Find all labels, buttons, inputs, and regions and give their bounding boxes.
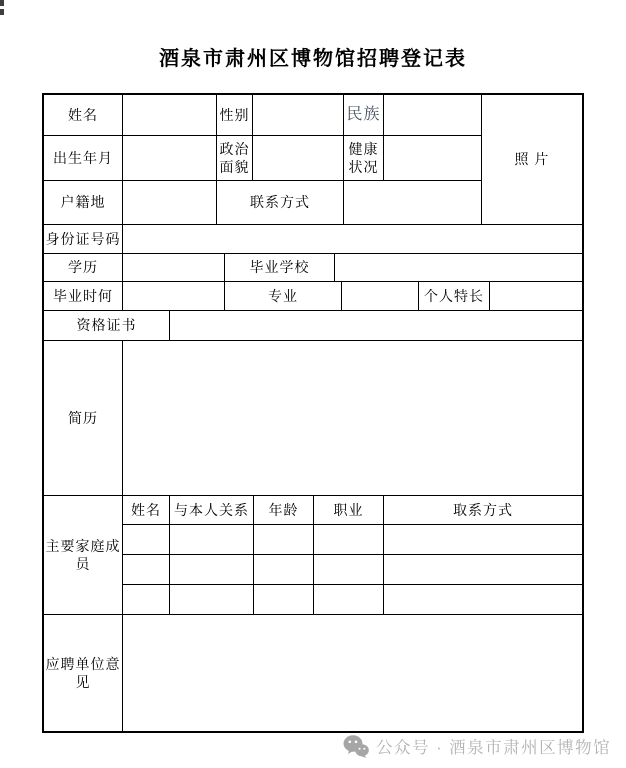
family-empty-cell (123, 525, 170, 555)
family-col-occupation: 职业 (314, 496, 384, 525)
family-empty-cell (254, 555, 314, 585)
gender-value-cell (253, 95, 344, 136)
family-empty-cell (384, 525, 582, 555)
watermark-text: 公众号 · 酒泉市肃州区博物馆 (376, 739, 612, 757)
contact-label: 联系方式 (217, 181, 344, 225)
certificate-label: 资格证书 (44, 311, 170, 341)
birth-date-value-cell (123, 136, 217, 181)
id-number-value-cell (123, 225, 582, 254)
family-empty-cell (170, 525, 254, 555)
graduation-time-value-cell (123, 282, 225, 311)
family-empty-cell (123, 555, 170, 585)
id-number-label: 身份证号码 (44, 225, 123, 254)
graduation-school-value-cell (335, 254, 582, 282)
education-label: 学历 (44, 254, 123, 282)
ethnicity-label: 民族 (344, 95, 384, 136)
graduation-time-label: 毕业时何 (44, 282, 123, 311)
contact-value-cell (344, 181, 482, 225)
household-value-cell (123, 181, 217, 225)
political-status-label: 政治面貌 (217, 136, 253, 181)
political-status-value-cell (253, 136, 344, 181)
family-members-label: 主要家庭成员 (44, 496, 123, 615)
resume-value-cell (123, 341, 582, 496)
family-empty-cell (314, 525, 384, 555)
gender-label: 性别 (217, 95, 253, 136)
family-col-relation: 与本人关系 (170, 496, 254, 525)
corner-artifact-bottom (0, 9, 4, 15)
photo-cell: 照 片 (482, 95, 582, 225)
education-value-cell (123, 254, 225, 282)
corner-artifact-top (0, 0, 4, 6)
wechat-icon (343, 734, 369, 758)
specialty-value-cell (490, 282, 582, 311)
graduation-school-label: 毕业学校 (225, 254, 335, 282)
watermark (343, 733, 611, 759)
health-status-value-cell (384, 136, 482, 181)
resume-label: 简历 (44, 341, 123, 496)
family-empty-cell (170, 585, 254, 615)
page-title: 酒泉市肃州区博物馆招聘登记表 (159, 48, 467, 70)
birth-date-label: 出生年月 (44, 136, 123, 181)
family-empty-cell (314, 585, 384, 615)
family-empty-cell (254, 585, 314, 615)
ethnicity-value-cell (384, 95, 482, 136)
registration-form-table (42, 93, 584, 733)
name-label: 姓名 (44, 95, 123, 136)
major-value-cell (342, 282, 419, 311)
name-value-cell (123, 95, 217, 136)
family-empty-cell (314, 555, 384, 585)
specialty-label: 个人特长 (419, 282, 490, 311)
employer-opinion-value-cell (123, 615, 582, 731)
health-status-label: 健康状况 (344, 136, 384, 181)
family-empty-cell (384, 585, 582, 615)
family-empty-cell (170, 555, 254, 585)
employer-opinion-label: 应聘单位意见 (44, 615, 123, 731)
family-empty-cell (123, 585, 170, 615)
family-empty-cell (384, 555, 582, 585)
family-col-age: 年龄 (254, 496, 314, 525)
household-label: 户籍地 (44, 181, 123, 225)
family-col-contact: 取系方式 (384, 496, 582, 525)
family-empty-cell (254, 525, 314, 555)
family-col-name: 姓名 (123, 496, 170, 525)
major-label: 专业 (225, 282, 342, 311)
certificate-value-cell (170, 311, 582, 341)
